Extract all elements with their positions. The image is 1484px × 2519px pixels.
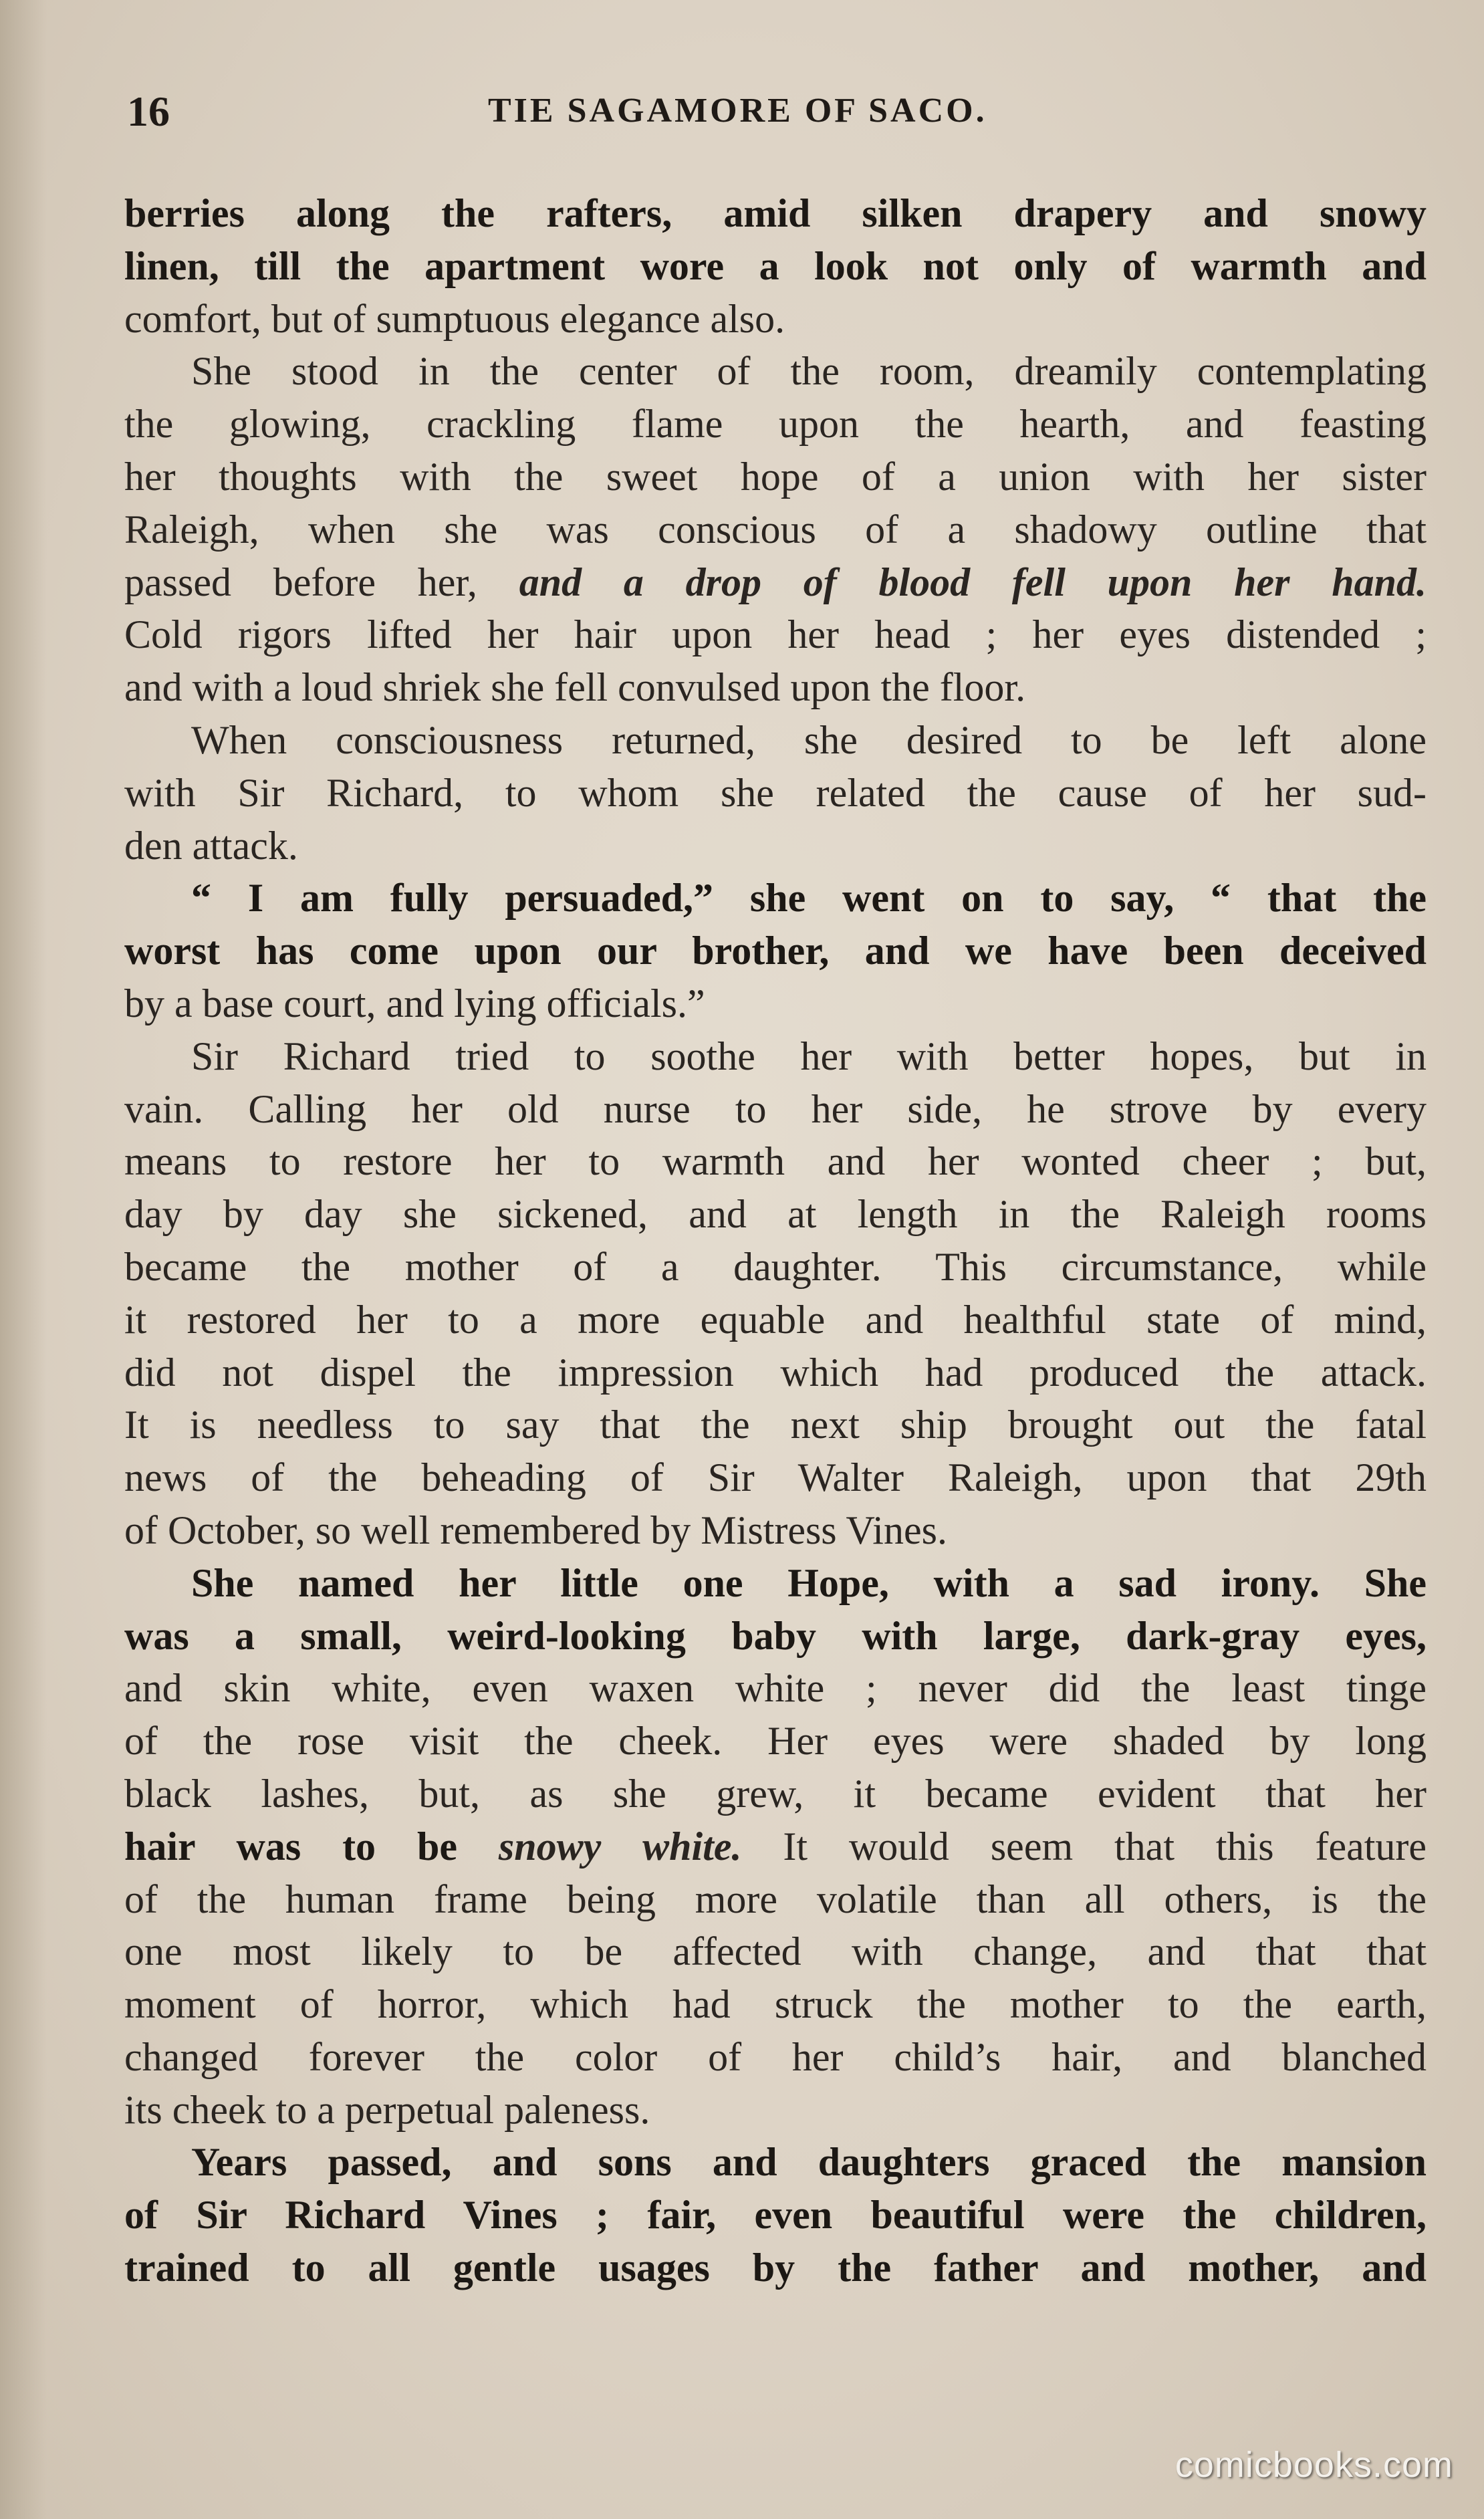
text-line: comfort, but of sumptuous elegance also. <box>124 296 785 341</box>
text-line: berries along the rafters, amid silken drapery and snowy <box>124 191 1427 235</box>
text-line: became the mother of a daughter. This circumstance, while <box>124 1244 1427 1289</box>
italic-phrase: and a drop of blood fell upon her hand. <box>519 560 1427 604</box>
text-line: trained to all gentle usages by the father and mother, and <box>124 2246 1427 2290</box>
text-line: one most likely to be affected with change, and that that <box>124 1929 1427 1974</box>
text-line: moment of horror, which had struck the mother to the earth, <box>124 1982 1427 2027</box>
text-line: and skin white, even waxen white ; never did the least tinge <box>124 1666 1427 1711</box>
text-line-with-italic <box>124 1820 1427 1873</box>
italic-phrase: snowy white. <box>498 1824 742 1869</box>
text-line: Cold rigors lifted her hair upon her head ; her eyes distended ; <box>124 612 1427 657</box>
line-lead: passed before her, <box>124 560 519 604</box>
text-line: was a small, weird-looking baby with large, dark-gray eyes, <box>124 1613 1427 1658</box>
text-line: it restored her to a more equable and healthful state of mind, <box>124 1297 1427 1342</box>
text-line-with-italic <box>124 556 1427 609</box>
body-text <box>124 187 1427 2294</box>
text-line: of October, so well remembered by Mistress Vines. <box>124 1508 947 1552</box>
text-line: Years passed, and sons and daughters graced the mansion <box>191 2140 1427 2185</box>
page-number: 16 <box>127 88 170 135</box>
text-line: black lashes, but, as she grew, it became evident that her <box>124 1771 1427 1816</box>
text-line: and with a loud shriek she fell convulsed upon the floor. <box>124 665 1026 710</box>
text-line: linen, till the apartment wore a look not only of warmth and <box>124 243 1427 288</box>
text-line: her thoughts with the sweet hope of a union with her sister <box>124 454 1427 499</box>
text-line: changed forever the color of her child’s hair, and blanched <box>124 2034 1427 2079</box>
text-line: news of the beheading of Sir Walter Raleigh, upon that 29th <box>124 1455 1427 1500</box>
text-line: Raleigh, when she was conscious of a shadowy outline that <box>124 507 1427 552</box>
text-line: did not dispel the impression which had produced the attack. <box>124 1350 1427 1395</box>
line-tail: It would seem that this feature <box>741 1824 1427 1869</box>
text-line: She stood in the center of the room, dreamily contemplating <box>191 349 1427 394</box>
text-line: the glowing, crackling flame upon the hearth, and feasting <box>124 402 1427 447</box>
text-line: den attack. <box>124 823 298 868</box>
text-line: worst has come upon our brother, and we have been deceived <box>124 929 1427 973</box>
watermark: comicbooks.com <box>1174 2445 1453 2485</box>
text-line: day by day she sickened, and at length in the Raleigh rooms <box>124 1192 1427 1237</box>
text-line: “ I am fully persuaded,” she went on to say, “ that the <box>191 876 1427 921</box>
running-title: TIE SAGAMORE OF SACO. <box>488 92 987 130</box>
line-lead: hair was to be <box>124 1824 499 1869</box>
text-line: by a base court, and lying officials.” <box>124 981 705 1026</box>
text-line: of Sir Richard Vines ; fair, even beautiful were the children, <box>124 2193 1427 2238</box>
page-header <box>127 87 1437 140</box>
text-line: Sir Richard tried to soothe her with better hopes, but in <box>191 1034 1427 1078</box>
text-line: of the rose visit the cheek. Her eyes were shaded by long <box>124 1719 1427 1764</box>
text-line: means to restore her to warmth and her wonted cheer ; but, <box>124 1139 1427 1184</box>
text-line: It is needless to say that the next ship brought out the fatal <box>124 1403 1427 1447</box>
text-line: its cheek to a perpetual paleness. <box>124 2087 650 2132</box>
text-line: vain. Calling her old nurse to her side, he strove by every <box>124 1086 1427 1131</box>
text-line: with Sir Richard, to whom she related the cause of her sud- <box>124 770 1427 815</box>
text-line: When consciousness returned, she desired to be left alone <box>191 717 1427 762</box>
text-line: of the human frame being more volatile than all others, is the <box>124 1877 1427 1921</box>
text-line: She named her little one Hope, with a sad irony. She <box>191 1560 1427 1605</box>
page-shadow-edge <box>0 0 47 2519</box>
